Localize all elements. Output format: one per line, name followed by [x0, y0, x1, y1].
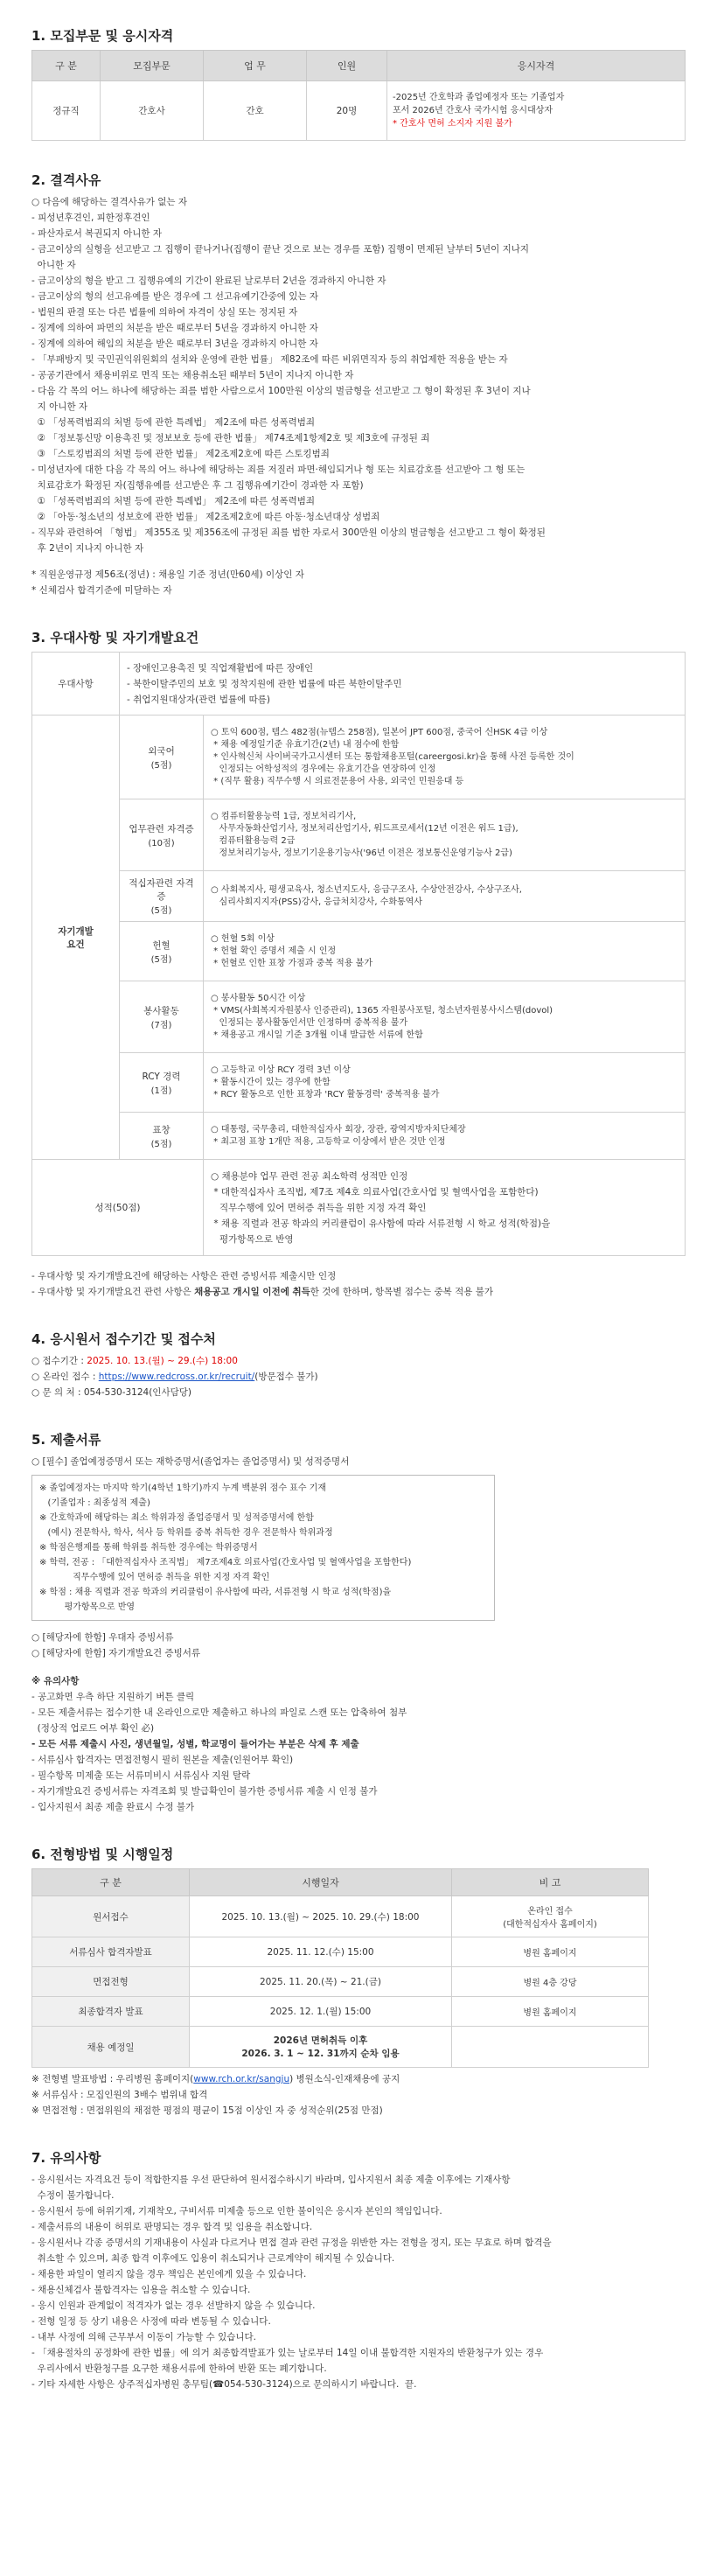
table-header: 구 분: [32, 1869, 190, 1896]
table-cell: 2025. 11. 20.(목) ~ 21.(금): [190, 1967, 452, 1997]
table-cell: 2025. 11. 12.(수) 15:00: [190, 1937, 452, 1967]
table-cell: 간호사: [101, 81, 204, 141]
disqualification-note: * 신체검사 합격기준에 미달하는 자: [31, 585, 172, 596]
grade-item: ○ 채용분야 업무 관련 전공 최소학력 성적만 인정: [211, 1170, 408, 1182]
pref-note: - 우대사항 및 자기개발요건에 해당하는 사항은 관련 증빙서류 제출시만 인정: [31, 1271, 337, 1281]
section-title: 2. 결격사유: [31, 172, 101, 188]
disqualification-item: ② 「아동·청소년의 성보호에 관한 법률」 제2조제2호에 따른 아동·청소년대상 성범죄: [31, 512, 380, 522]
dev-content-line: * (직무 활용) 직무수행 시 의료전문용어 사용, 외국인 민원응대 등: [211, 776, 464, 786]
table-cell: 최종합격자 발표: [32, 1997, 190, 2027]
notice-item: - 「채용절차의 공정화에 관한 법률」에 의거 최종합격발표가 있는 날로부터 14일 이내 불합격한 지원자의 반환청구가 있는 경우: [31, 2348, 544, 2358]
dev-category-points: (7점): [150, 1020, 172, 1030]
disqualification-item: ① 「성폭력범죄의 처벌 등에 관한 특례법」 제2조에 따른 성폭력범죄: [31, 496, 316, 506]
disqualification-item: 치료감호가 확정된 자(집행유예를 선고받은 후 그 집행유예기간이 경과한 자 포함): [31, 480, 364, 491]
dev-category: [120, 1053, 204, 1113]
warning-title: ※ 유의사항: [31, 1676, 80, 1686]
table-row: [32, 1937, 649, 1967]
disqualification-item: ③ 「스토킹범죄의 처벌 등에 관한 법률」 제2조제2호에 따른 스토킹범죄: [31, 449, 330, 459]
disqualification-note: * 직원운영규정 제56조(정년) : 채용일 기준 정년(만60세) 이상인 자: [31, 569, 304, 580]
grade-item: * 채용 직렬과 전공 학과의 커리큘럼이 유사함에 따라 서류전형 시 학교 성적(학점)을: [211, 1218, 551, 1229]
notice-item: - 응시 인원과 관계없이 적격자가 없는 경우 선발하지 않을 수 있습니다.: [31, 2300, 316, 2311]
disqualification-item: - 미성년자에 대한 다음 각 목의 어느 하나에 해당하는 죄를 저질러 파면·해임되거나 형 또는 치료감호를 선고받아 그 형 또는: [31, 464, 526, 475]
doc-note: (예시) 전문학사, 학사, 석사 등 학위를 중복 취득한 경우 전문학사 학위과정: [39, 1528, 333, 1538]
warning-item: - 모든 제출서류는 접수기한 내 온라인으로만 제출하고 하나의 파일로 스캔 또는 압축하여 첨부: [31, 1707, 407, 1718]
warning-item: (정상적 업로드 여부 확인 必): [31, 1723, 155, 1734]
dev-category-points: (5점): [150, 760, 172, 771]
dev-content: [204, 922, 686, 981]
table-cell: 20명: [307, 81, 387, 141]
dev-category: [120, 871, 204, 922]
notice-item: 우리사에서 반환청구를 요구한 채용서류에 한하여 반환 또는 폐기합니다.: [31, 2363, 327, 2374]
doc-note: ※ 학점은행제를 통해 학위를 취득한 경우에는 학위증명서: [39, 1543, 258, 1553]
notice-item: - 제출서류의 내용이 허위로 판명되는 경우 합격 및 임용을 취소합니다.: [31, 2222, 313, 2232]
table-header: 비 고: [452, 1869, 649, 1896]
disqualification-list: [31, 194, 686, 556]
dev-category: [120, 922, 204, 981]
dev-content: [204, 1113, 686, 1160]
period-line: ○ 접수기간 : 2025. 10. 13.(월) ~ 29.(수) 18:00: [31, 1356, 238, 1366]
dev-content-line: * 채용 예정일기준 유효기간(2년) 내 점수에 한함: [211, 739, 400, 750]
dev-content: [204, 871, 686, 922]
schedule-note: ※ 면접전형 : 면접위원의 채점한 평점의 평균이 15점 이상인 자 중 성적순위(25점 만점): [31, 2105, 383, 2116]
dev-content-line: 인정되는 봉사활동인서만 인정하며 중복적용 불가: [211, 1017, 408, 1028]
doc-note: 직무수행에 있어 면허증 취득을 위한 지정 자격 확인: [39, 1573, 270, 1582]
schedule-table: [31, 1868, 649, 2068]
disqualification-item: - 금고이상의 실형을 선고받고 그 집행이 끝나거나(집행이 끝난 것으로 보는 경우를 포함) 집행이 면제된 날부터 5년이 지나지: [31, 244, 530, 255]
table-cell: 2026년 면허취득 이후 2026. 3. 1 ~ 12. 31까지 순차 임용: [190, 2027, 452, 2068]
table-header: 인원: [307, 51, 387, 81]
section-title: 6. 전형방법 및 시행일정: [31, 1846, 174, 1862]
dev-category-name: 표창: [152, 1124, 171, 1135]
table-cell: 채용 예정일: [32, 2027, 190, 2068]
dev-content: [204, 716, 686, 799]
notice-item: - 전형 일정 등 상기 내용은 사정에 따라 변동될 수 있습니다.: [31, 2316, 271, 2327]
pref-content: [120, 653, 686, 716]
preference-table: [31, 652, 686, 1256]
optional-docs: ○ [해당자에 한함] 자기개발요건 증빙서류: [31, 1648, 200, 1658]
dev-category: [120, 716, 204, 799]
dev-content: [204, 799, 686, 871]
dev-content-line: 컴퓨터활용능력 2급: [211, 835, 296, 846]
disqualification-item: 지 아니한 자: [31, 401, 88, 412]
grade-content: [204, 1160, 686, 1256]
notice-item: - 응시원서는 자격요건 등이 적합한지를 우선 판단하여 원서접수하시기 바라며, 입사지원서 최종 제출 이후에는 기재사항: [31, 2175, 511, 2185]
dev-category: [120, 799, 204, 871]
table-cell: 원서접수: [32, 1896, 190, 1937]
table-cell: 병원 홈페이지: [452, 1937, 649, 1967]
disqualification-item: - 금고이상의 형의 선고유예를 받은 경우에 그 선고유예기간중에 있는 자: [31, 291, 318, 302]
qualification-line: -2025년 간호학과 졸업예정자 또는 기졸업자: [393, 93, 565, 102]
table-cell: 병원 4층 강당: [452, 1967, 649, 1997]
dev-category-name: 헌혈: [152, 939, 171, 951]
dev-category-name: 외국어: [148, 745, 175, 757]
warning-item: - 자기개발요건 증빙서류는 자격조회 및 발급확인이 불가한 증빙서류 제출 시 인정 불가: [31, 1786, 378, 1797]
qualification-cell: [387, 81, 686, 141]
pref-label: 우대사항: [32, 653, 120, 716]
online-line: ○ 온라인 접수 : https://www.redcross.or.kr/recruit/(방문접수 불가): [31, 1372, 318, 1382]
disqualification-item: ○ 다음에 해당하는 결격사유가 없는 자: [31, 197, 187, 207]
dev-content-line: * RCY 활동으로 인한 표창과 'RCY 활동경력' 중복적용 불가: [211, 1089, 440, 1100]
table-header: 구 분: [32, 51, 101, 81]
disqualification-item: ① 「성폭력범죄의 처벌 등에 관한 특례법」 제2조에 따른 성폭력범죄: [31, 417, 316, 428]
grade-item: * 대한적십자사 조직법, 제7조 제4호 의료사업(간호사업 및 혈액사업을 포함한다): [211, 1186, 539, 1197]
disqualification-item: - 징계에 의하여 해임의 처분을 받은 때로부터 3년을 경과하지 아니한 자: [31, 339, 318, 349]
contact-line: ○ 문 의 처 : 054-530-3124(인사담당): [31, 1387, 191, 1398]
disqualification-item: - 「부패방지 및 국민권익위원회의 설치와 운영에 관한 법률」 제82조에 따른 비위면직자 등의 취업제한 적용을 받는 자: [31, 354, 508, 365]
dev-content-line: * 활동시간이 있는 경우에 한함: [211, 1077, 331, 1087]
disqualification-item: - 징계에 의하여 파면의 처분을 받은 때로부터 5년을 경과하지 아니한 자: [31, 323, 318, 333]
dev-category-points: (10점): [148, 838, 175, 848]
dev-category-name: 적십자관련 자격증: [129, 878, 194, 902]
warning-item: - 공고화면 우측 하단 지원하기 버튼 클릭: [31, 1692, 195, 1702]
table-header: 모집부문: [101, 51, 204, 81]
dev-content-line: * VMS(사회복지자원봉사 인증관리), 1365 자원봉사포털, 청소년자원봉사시스템(dovol): [211, 1005, 553, 1016]
required-docs-box: [31, 1475, 495, 1621]
table-row: [32, 1997, 649, 2027]
table-cell: 병원 홈페이지: [452, 1997, 649, 2027]
dev-category-points: (5점): [150, 906, 172, 916]
notice-item: - 채용한 파일이 열리지 않을 경우 책임은 본인에게 있을 수 있습니다.: [31, 2269, 307, 2279]
dev-content-line: 사무자동화산업기사, 정보처리산업기사, 워드프로세서(12년 이전은 워드 1급),: [211, 823, 519, 834]
table-row: [32, 2027, 649, 2068]
pref-item: - 장애인고용촉진 및 직업재활법에 따른 장애인: [127, 662, 314, 674]
doc-note: ※ 학점 : 채용 직렬과 전공 학과의 커리큘럼이 유사함에 따라, 서류전형 시 학교 성적(학점)을: [39, 1588, 392, 1597]
period-value: 2025. 10. 13.(월) ~ 29.(수) 18:00: [87, 1356, 238, 1366]
grade-label: 성적(50점): [32, 1160, 204, 1256]
dev-content-line: * 채용공고 개시일 기준 3개월 이내 발급한 서류에 한함: [211, 1030, 423, 1040]
doc-note: ※ 간호학과에 해당하는 최소 학위과정 졸업증명서 및 성적증명서에 한함: [39, 1513, 314, 1523]
table-cell: 온라인 접수 (대한적십자사 홈페이지): [452, 1896, 649, 1937]
dev-label: 자기개발 요건: [32, 716, 120, 1160]
table-cell: 간호: [204, 81, 307, 141]
warning-list: [31, 1689, 686, 1815]
doc-note: (기졸업자 : 최종성적 제출): [39, 1498, 150, 1508]
pref-note: - 우대사항 및 자기개발요건 관련 사항은 채용공고 개시일 이전에 취득한 것에 한하며, 항목별 점수는 중복 적용 불가: [31, 1287, 494, 1297]
disqualification-item: ② 「정보통신망 이용촉진 및 정보보호 등에 관한 법률」 제74조제1항제2호 및 제3호에 규정된 죄: [31, 433, 430, 443]
schedule-note: ※ 서류심사 : 모집인원의 3배수 범위내 합격: [31, 2090, 208, 2100]
grade-item: 평가항목으로 반영: [211, 1233, 294, 1245]
dev-content-line: ○ 컴퓨터활용능력 1급, 정보처리기사,: [211, 811, 357, 821]
dev-content-line: * 인사혁신처 사이버국가고시센터 또는 통합채용포털(careergosi.kr)을 통해 사전 등록한 것이: [211, 751, 574, 762]
disqualification-item: - 직무와 관련하여 「형법」 제355조 및 제356조에 규정된 죄를 범한 자로서 300만원 이상의 벌금형을 선고받고 그 형이 확정된: [31, 527, 546, 538]
dev-category-points: (1점): [150, 1086, 172, 1096]
table-cell: 2025. 10. 13.(월) ~ 2025. 10. 29.(수) 18:00: [190, 1896, 452, 1937]
required-docs: ○ [필수] 졸업예정증명서 또는 재학증명서(졸업자는 졸업증명서) 및 성적증명서: [31, 1456, 350, 1467]
warning-item: - 모든 서류 제출시 사진, 생년월일, 성별, 학교명이 들어가는 부분은 삭제 후 제출: [31, 1739, 359, 1749]
table-header: 업 무: [204, 51, 307, 81]
hospital-link[interactable]: www.rch.or.kr/sangju: [193, 2074, 290, 2084]
disqualification-item: 후 2년이 지나지 아니한 자: [31, 543, 144, 554]
notice-item: - 기타 자세한 사항은 상주적십자병원 총무팀(☎054-530-3124)으로 문의하시기 바랍니다. 끝.: [31, 2379, 417, 2390]
dev-content-line: 심리사회지지자(PSS)강사, 응급처치강사, 수화통역사: [211, 897, 422, 907]
disqualification-item: - 법원의 판결 또는 다른 법률에 의하여 자격이 상실 또는 정지된 자: [31, 307, 298, 318]
qualification-line: 포서 2026년 간호사 국가시험 응시대상자: [393, 106, 553, 115]
notice-item: 수정이 불가합니다.: [31, 2190, 115, 2201]
disqualification-item: 아니한 자: [31, 260, 76, 270]
section-title: 7. 유의사항: [31, 2150, 101, 2166]
disqualification-item: - 다음 각 목의 어느 하나에 해당하는 죄를 범한 사람으로서 100만원 이상의 벌금형을 선고받고 그 형이 확정된 후 3년이 지나: [31, 386, 531, 396]
section-title: 3. 우대사항 및 자기개발요건: [31, 630, 199, 646]
dev-category: [120, 981, 204, 1053]
dev-content-line: * 헌혈로 인한 표창 가점과 중복 적용 불가: [211, 958, 372, 968]
doc-note: ※ 졸업예정자는 마지막 학기(4학년 1학기)까지 누계 백분위 점수 표수 기재: [39, 1483, 326, 1493]
dev-content-line: ○ 사회복지사, 평생교육사, 청소년지도사, 응급구조사, 수상안전강사, 수상구조사,: [211, 884, 522, 895]
table-cell: 정규직: [32, 81, 101, 141]
pref-item: - 북한이탈주민의 보호 및 정착지원에 관한 법률에 따른 북한이탈주민: [127, 678, 402, 689]
doc-note: 평가항목으로 반영: [39, 1602, 136, 1612]
dev-content-line: * 헌혈 확인 증명서 제출 시 인정: [211, 946, 337, 956]
dev-category-name: 봉사활동: [143, 1005, 179, 1016]
recruit-link[interactable]: https://www.redcross.or.kr/recruit/: [98, 1372, 255, 1382]
dev-category: [120, 1113, 204, 1160]
dev-category-points: (5점): [150, 1139, 172, 1149]
table-cell: 서류심사 합격자발표: [32, 1937, 190, 1967]
warning-item: - 서류심사 합격자는 면접전형시 필히 원본을 제출(인원어부 확인): [31, 1755, 294, 1765]
table-cell: 2025. 12. 1.(월) 15:00: [190, 1997, 452, 2027]
pref-item: - 취업지원대상자(관련 법률에 따름): [127, 694, 270, 705]
grade-item: 직무수행에 있어 면허증 취득을 위한 지정 자격 확인: [211, 1202, 427, 1213]
section-title: 4. 응시원서 접수기간 및 접수처: [31, 1331, 216, 1347]
table-header: 시행일자: [190, 1869, 452, 1896]
optional-docs: ○ [해당자에 한함] 우대자 증빙서류: [31, 1632, 174, 1643]
dev-content-line: 정보처리기능사, 정보기기운용기능사('96년 이전은 정보통신운영기능사 2급): [211, 848, 512, 858]
table-header: 응시자격: [387, 51, 686, 81]
disqualification-item: - 공공기관에서 채용비위로 면직 또는 채용취소된 때부터 5년이 지나지 아니한 자: [31, 370, 354, 380]
dev-content: [204, 1053, 686, 1113]
recruitment-table: [31, 50, 686, 141]
qualification-warning: * 간호사 면허 소지자 지원 불가: [393, 119, 512, 129]
schedule-note: ※ 전형별 발표방법 : 우리병원 홈페이지(www.rch.or.kr/sangju) 병원소식-인재채용에 공지: [31, 2074, 400, 2084]
section-title: 5. 제출서류: [31, 1432, 101, 1448]
notice-list: [31, 2172, 686, 2392]
dev-category-name: RCY 경력: [142, 1071, 181, 1082]
table-row: [32, 1896, 649, 1937]
dev-content-line: ○ 대통령, 국무총리, 대한적십자사 회장, 장관, 광역지방자치단체장: [211, 1124, 466, 1134]
dev-content-line: ○ 봉사활동 50시간 이상: [211, 993, 306, 1003]
dev-content-line: 인정되는 어학성적의 경우에는 유효기간을 연장하여 인정: [211, 764, 436, 774]
notice-item: - 내부 사정에 의해 근무부서 이동이 가능할 수 있습니다.: [31, 2332, 256, 2342]
warning-item: - 입사지원서 최종 제출 완료시 수정 불가: [31, 1802, 195, 1812]
dev-content-line: ○ 토익 600점, 텝스 482점(뉴텝스 258점), 일본어 JPT 600점, 중국어 신HSK 4급 이상: [211, 727, 548, 737]
table-cell: 면접전형: [32, 1967, 190, 1997]
dev-content: [204, 981, 686, 1053]
table-cell: [452, 2027, 649, 2068]
notice-item: - 응시원서 등에 허위기재, 기재착오, 구비서류 미제출 등으로 인한 불이익은 응시자 본인의 책임입니다.: [31, 2206, 442, 2216]
warning-item: - 필수항목 미제출 또는 서류미비시 서류심사 지원 탈락: [31, 1770, 251, 1781]
dev-content-line: * 최고점 표창 1개만 적용, 고등학교 이상에서 받은 것만 인정: [211, 1136, 446, 1147]
section-title: 1. 모집부문 및 응시자격: [31, 28, 174, 44]
notice-item: 취소할 수 있으며, 최종 합격 이후에도 입용이 취소되거나 근로계약이 해지될 수 있습니다.: [31, 2253, 395, 2264]
dev-category-name: 업무관련 자격증: [129, 823, 194, 834]
dev-category-points: (5점): [150, 954, 172, 965]
disqualification-item: - 금고이상의 형을 받고 그 집행유예의 기간이 완료된 날로부터 2년을 경과하지 아니한 자: [31, 276, 386, 286]
dev-content-line: ○ 고등학교 이상 RCY 경력 3년 이상: [211, 1065, 351, 1075]
disqualification-item: - 피성년후견인, 피한정후견인: [31, 213, 150, 223]
doc-note: ※ 학력, 전공 : 「대한적십자사 조직법」 제7조제4호 의료사업(간호사업 및 혈액사업을 포함한다): [39, 1558, 412, 1567]
dev-content-line: ○ 헌혈 5회 이상: [211, 933, 275, 944]
notice-item: - 응시원서나 각종 증명서의 기재내용이 사실과 다르거나 면접 결과 관련 규정을 위반한 자는 전형을 정지, 또는 무효로 하며 합격을: [31, 2237, 552, 2248]
table-row: [32, 1967, 649, 1997]
disqualification-item: - 파산자로서 복권되지 아니한 자: [31, 228, 162, 239]
notice-item: - 채용신체검사 불합격자는 임용을 취소할 수 있습니다.: [31, 2285, 251, 2295]
